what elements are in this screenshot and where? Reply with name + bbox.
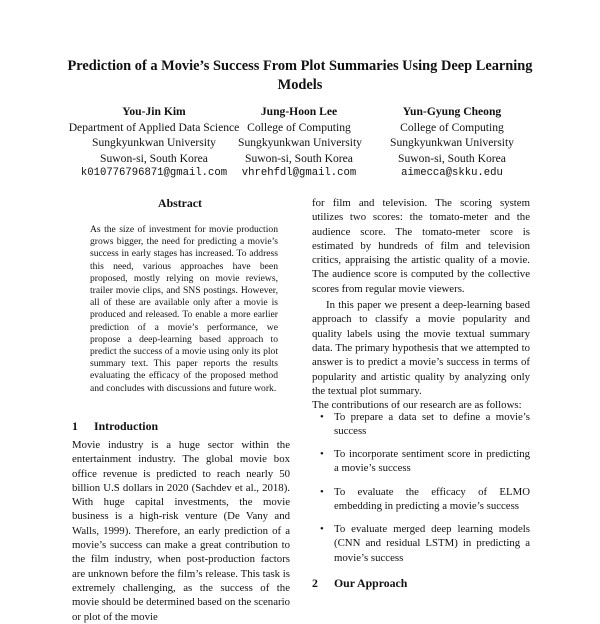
author-email: vhrehfdl@gmail.com [241, 167, 357, 180]
author-location: Suwon-si, South Korea [398, 151, 506, 165]
list-item [312, 447, 530, 476]
contribution-text: To prepare a data set to define a movie’s success [334, 411, 530, 438]
bullet-icon: • [320, 486, 324, 498]
author-department: Department of Applied Data Science [68, 120, 240, 134]
contribution-text: To evaluate merged deep learning models (CNN and residual LSTM) in predicting a movie’s success [334, 523, 530, 564]
list-item [312, 485, 530, 514]
author-name: Jung-Hoon Lee [260, 105, 338, 118]
section-heading-introduction [72, 419, 158, 434]
abstract-text: As the size of investment for movie production grows bigger, the need for predicting a movie’s success in early stages has increased. To address this need, various approaches have been proposed, mostly relying on movie reviews, trailer movie clips, and SNS postings. However, all of these are available only after a movie is produced and released. To enable a more earlier prediction of a movie’s performance, we propose a deep-learning based approach to predict the success of a movie using only its plot summary text. This paper reports the results evaluating the efficacy of the proposed method and concludes with discussions and future work. [90, 224, 278, 394]
author-email: aimecca@skku.edu [401, 167, 503, 180]
paper-title: Prediction of a Movie’s Success From Plot Summaries Using Deep Learning Models [67, 58, 533, 93]
introduction-paragraph: for film and television. The scoring system utilizes two scores: the tomato-meter and the audience score. The tomato-meter score is estimated by hundreds of film and television critics, appraising the artistic quality of a movie. The audience score is computed by the collective scores from regular movie viewers. [312, 197, 530, 295]
introduction-right-column [312, 196, 530, 412]
author-location: Suwon-si, South Korea [245, 151, 353, 165]
section-number: 2 [312, 576, 318, 590]
author-department: College of Computing [247, 120, 351, 134]
section-heading-approach [312, 576, 407, 591]
contribution-text: To incorporate sentiment score in predicting a movie’s success [334, 448, 530, 475]
author-department: College of Computing [400, 120, 504, 134]
section-title: Introduction [94, 419, 159, 433]
introduction-paragraph: The contributions of our research are as follows: [312, 399, 522, 412]
author-university: Sungkyunkwan University [238, 136, 362, 150]
bullet-icon: • [320, 448, 324, 460]
author-email: k010776796871@gmail.com [80, 167, 228, 180]
bullet-icon: • [320, 523, 324, 535]
bullet-icon: • [320, 411, 324, 423]
author-university: Sungkyunkwan University [92, 136, 216, 150]
author-name: You-Jin Kim [122, 105, 186, 118]
author-block-lee [238, 104, 360, 182]
author-block-kim [64, 104, 244, 182]
list-item [312, 410, 530, 439]
introduction-paragraph: Movie industry is a huge sector within the entertainment industry. The global movie box office revenue is predicted to reach nearly 50 billion U.S dollars in 2020 (Sachdev et al., 2018). With huge capital investments, the movie business is a high-risk venture (De Vany and Walls, 1999). Therefore, an early prediction of a movie’s success can make a great contribution to the film industry, when post-production factors are unknown before the film’s release. This task is extremely challenging, as the success of the movie should be determined based on the scenario or plot of the movie [72, 439, 290, 623]
contribution-text: To evaluate the efficacy of ELMO embedding in predicting a movie’s success [334, 486, 530, 513]
list-item [312, 522, 530, 565]
author-location: Suwon-si, South Korea [100, 151, 208, 165]
abstract-heading: Abstract [158, 196, 202, 210]
introduction-left-column [72, 438, 290, 624]
author-block-cheong [384, 104, 520, 182]
section-number: 1 [72, 419, 78, 433]
author-name: Yun-Gyung Cheong [402, 105, 502, 118]
section-title: Our Approach [334, 576, 408, 590]
introduction-paragraph: In this paper we present a deep-learning based approach to classify a movie popularity and quality labels using the movie textual summary data. The primary hypothesis that we attempted to answer is to predict a movie’s success in terms of popularity and artistic quality by analyzing only the textual plot summary. [312, 299, 530, 397]
author-university: Sungkyunkwan University [390, 136, 514, 150]
